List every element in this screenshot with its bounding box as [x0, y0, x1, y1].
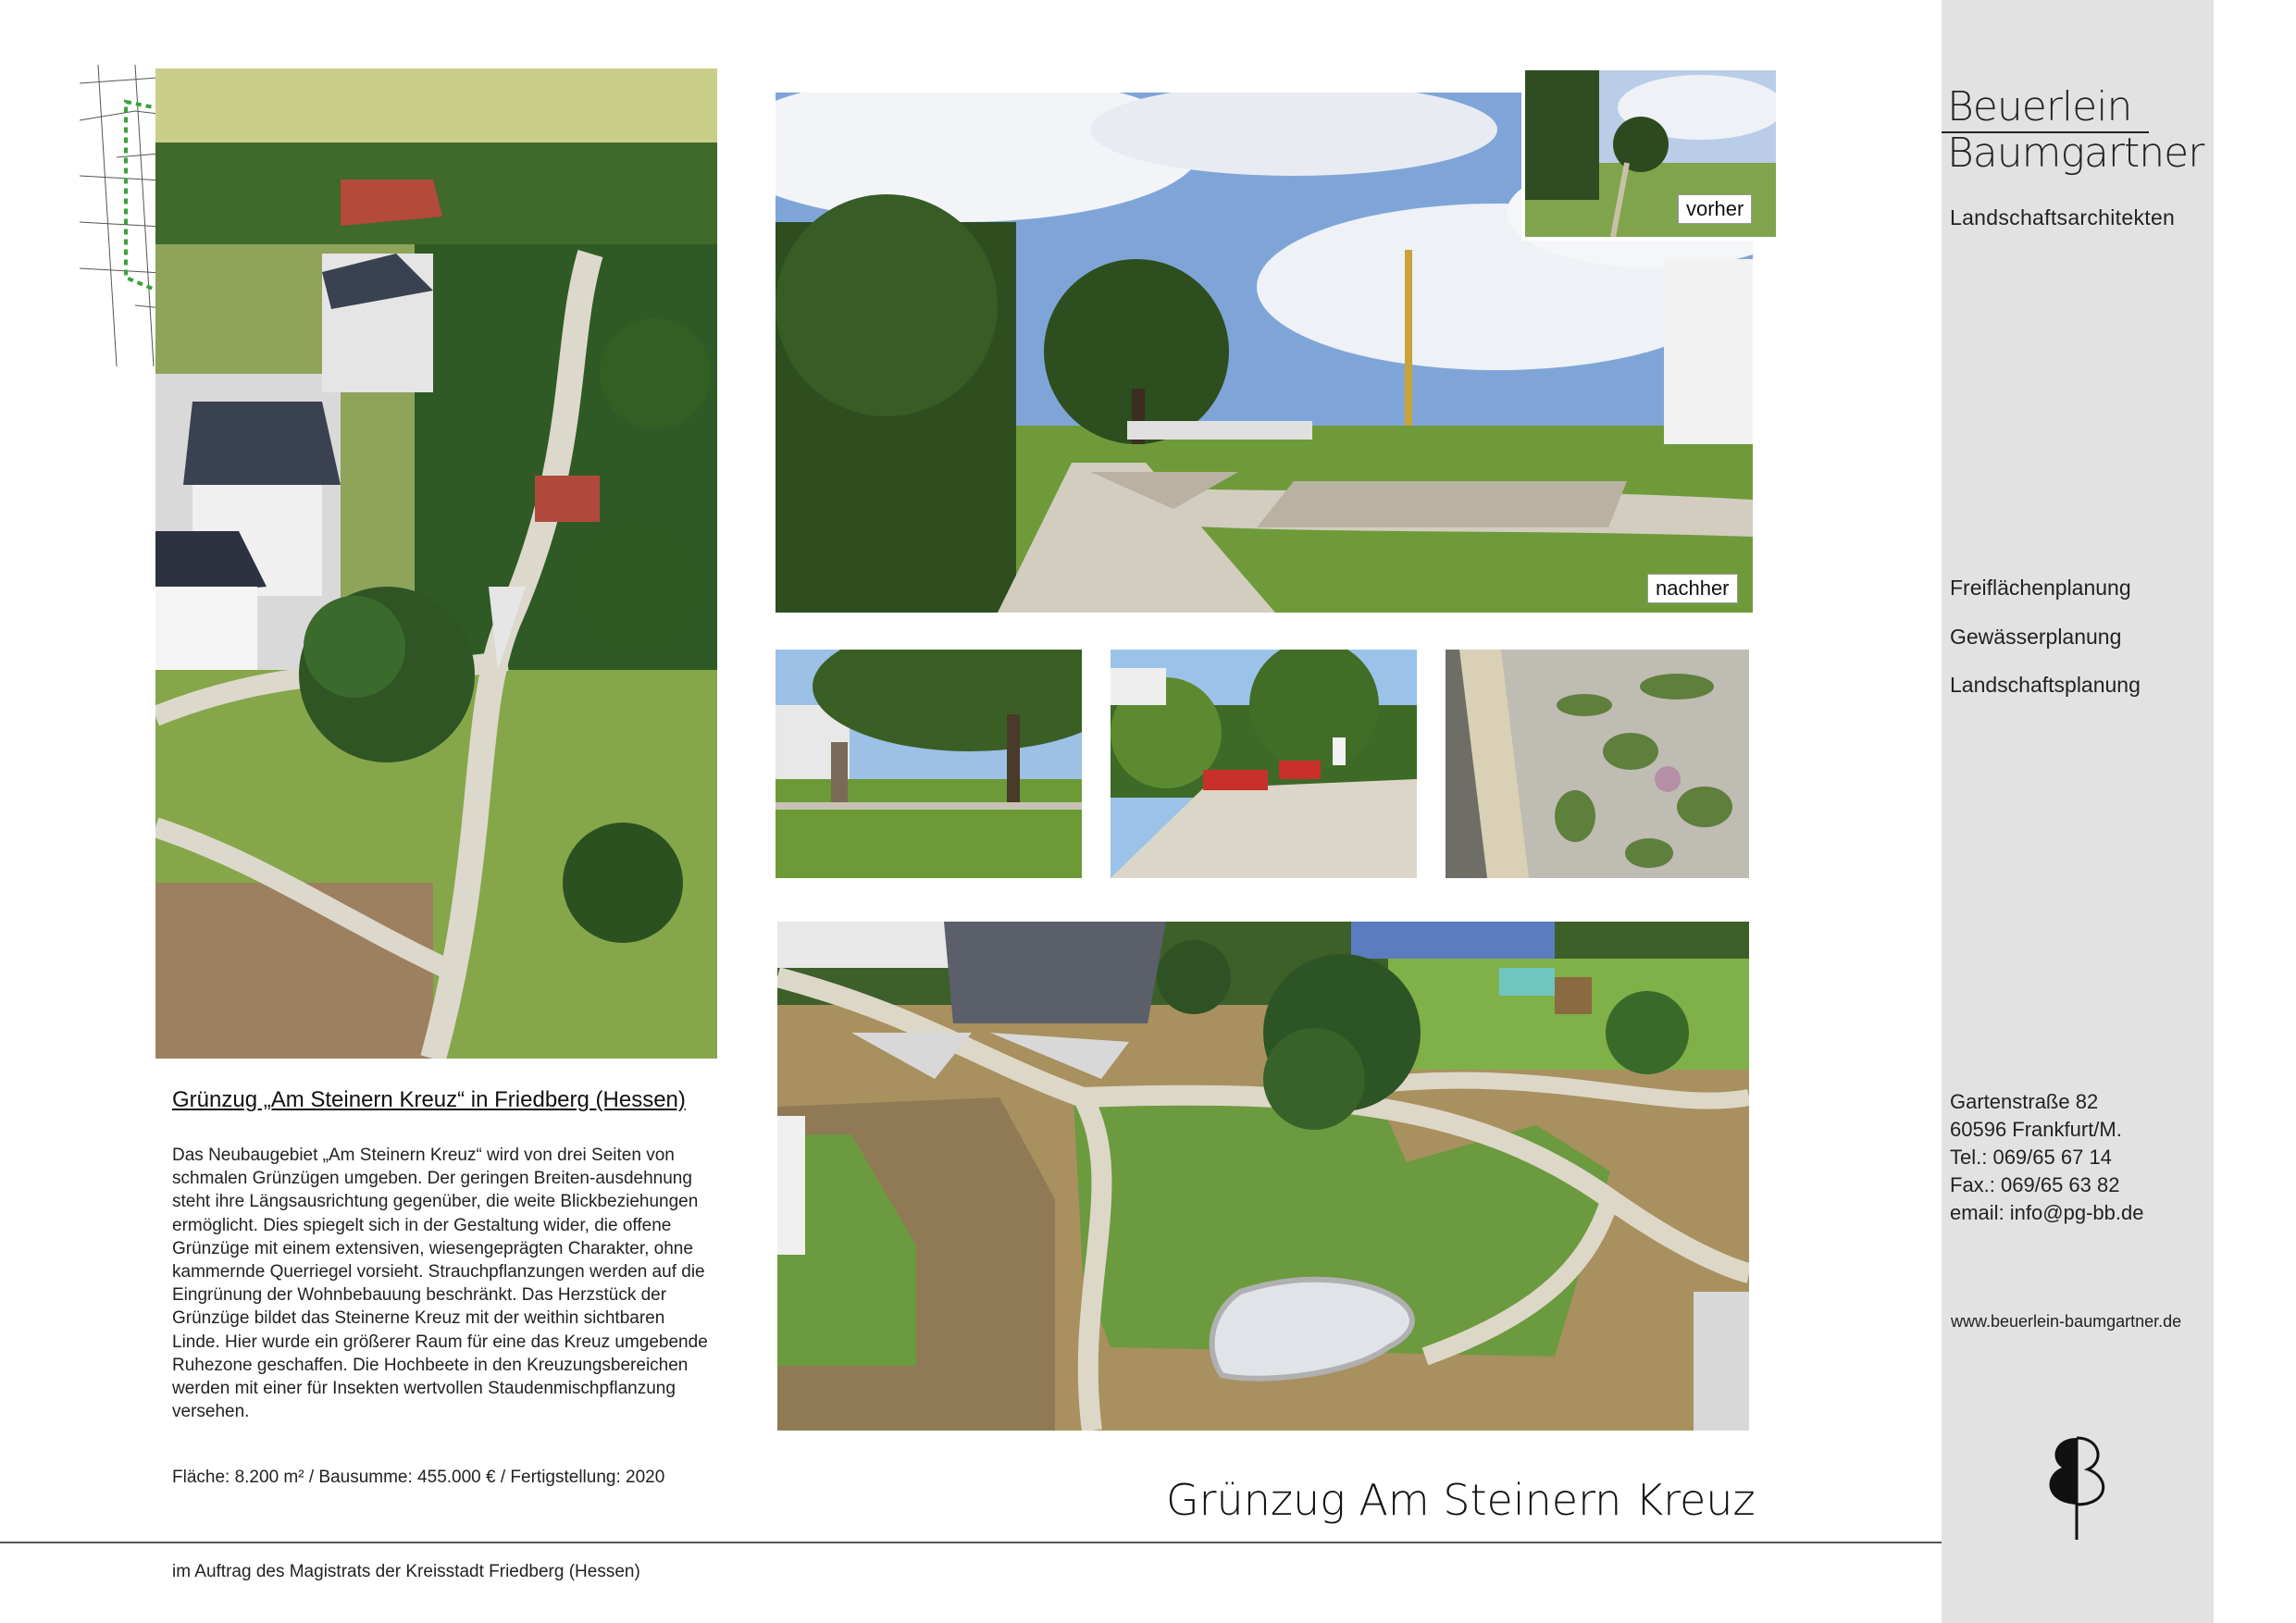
after-label: nachher	[1647, 574, 1738, 603]
before-label: vorher	[1678, 194, 1752, 224]
aerial-photo-vertical	[155, 68, 717, 1059]
contact-block	[1950, 1088, 2143, 1227]
aerial-photo-crossing	[777, 922, 1749, 1431]
project-description: Das Neubaugebiet „Am Steinern Kreuz“ wird von drei Seiten von schmalen Grünzügen umgeben. Der geringen Breiten-ausdehnung steht ihre Längsausrichtung gegenüber, die weite Blickbeziehungen ermöglicht. Dies spiegelt sich in der Gestaltung wider, die offene Grünzüge mit einem extensiven, wiesengeprägten Charakter, ohne kammernde Querriegel vorsieht. Strauchpflanzungen werden auf die Eingrünung der Wohnbebauung beschränkt. Das Herzstück der Grünzüge bildet das Steinerne Kreuz mit der weithin sichtbaren Linde. Hier wurde ein größerer Raum für eine das Kreuz umgebende Ruhezone geschaffen. Die Hochbeete in den Kreuzungsbereichen werden mit einer für Insekten wertvollen Staudenmischpflanzung versehen.	[172, 1146, 708, 1422]
bb-logo-icon	[2036, 1431, 2119, 1542]
footer-client: im Auftrag des Magistrats der Kreisstadt Friedberg (Hessen)	[172, 1562, 640, 1581]
footer-divider	[0, 1542, 1942, 1543]
project-title: Grünzug Am Steinern Kreuz	[1166, 1475, 1756, 1525]
detail-photo-benches	[1111, 650, 1417, 878]
brand-subtitle: Landschaftsarchitekten	[1950, 205, 2176, 229]
contact-fax: Fax.: 069/65 63 82	[1950, 1173, 2120, 1196]
detail-photo-linden	[776, 650, 1082, 878]
project-facts: Fläche: 8.200 m² / Bausumme: 455.000 € / Fertigstellung: 2020	[172, 1468, 665, 1487]
brand-line1: Beuerlein	[1947, 83, 2132, 130]
project-heading: Grünzug „Am Steinern Kreuz“ in Friedberg (Hessen)	[172, 1087, 686, 1112]
contact-website[interactable]: www.beuerlein-baumgartner.de	[1951, 1312, 2182, 1331]
service-landschaft: Landschaftsplanung	[1950, 673, 2141, 697]
detail-photo-raised-bed	[1446, 650, 1749, 878]
service-gewaesser: Gewässerplanung	[1950, 625, 2122, 649]
service-freiflaechen: Freiflächenplanung	[1950, 576, 2131, 600]
contact-city: 60596 Frankfurt/M.	[1950, 1118, 2122, 1141]
contact-tel: Tel.: 069/65 67 14	[1950, 1146, 2112, 1169]
sidebar	[1942, 0, 2214, 1623]
brand-line2: Baumgartner	[1947, 130, 2204, 177]
contact-street: Gartenstraße 82	[1950, 1090, 2099, 1113]
contact-email[interactable]: email: info@pg-bb.de	[1950, 1201, 2144, 1224]
